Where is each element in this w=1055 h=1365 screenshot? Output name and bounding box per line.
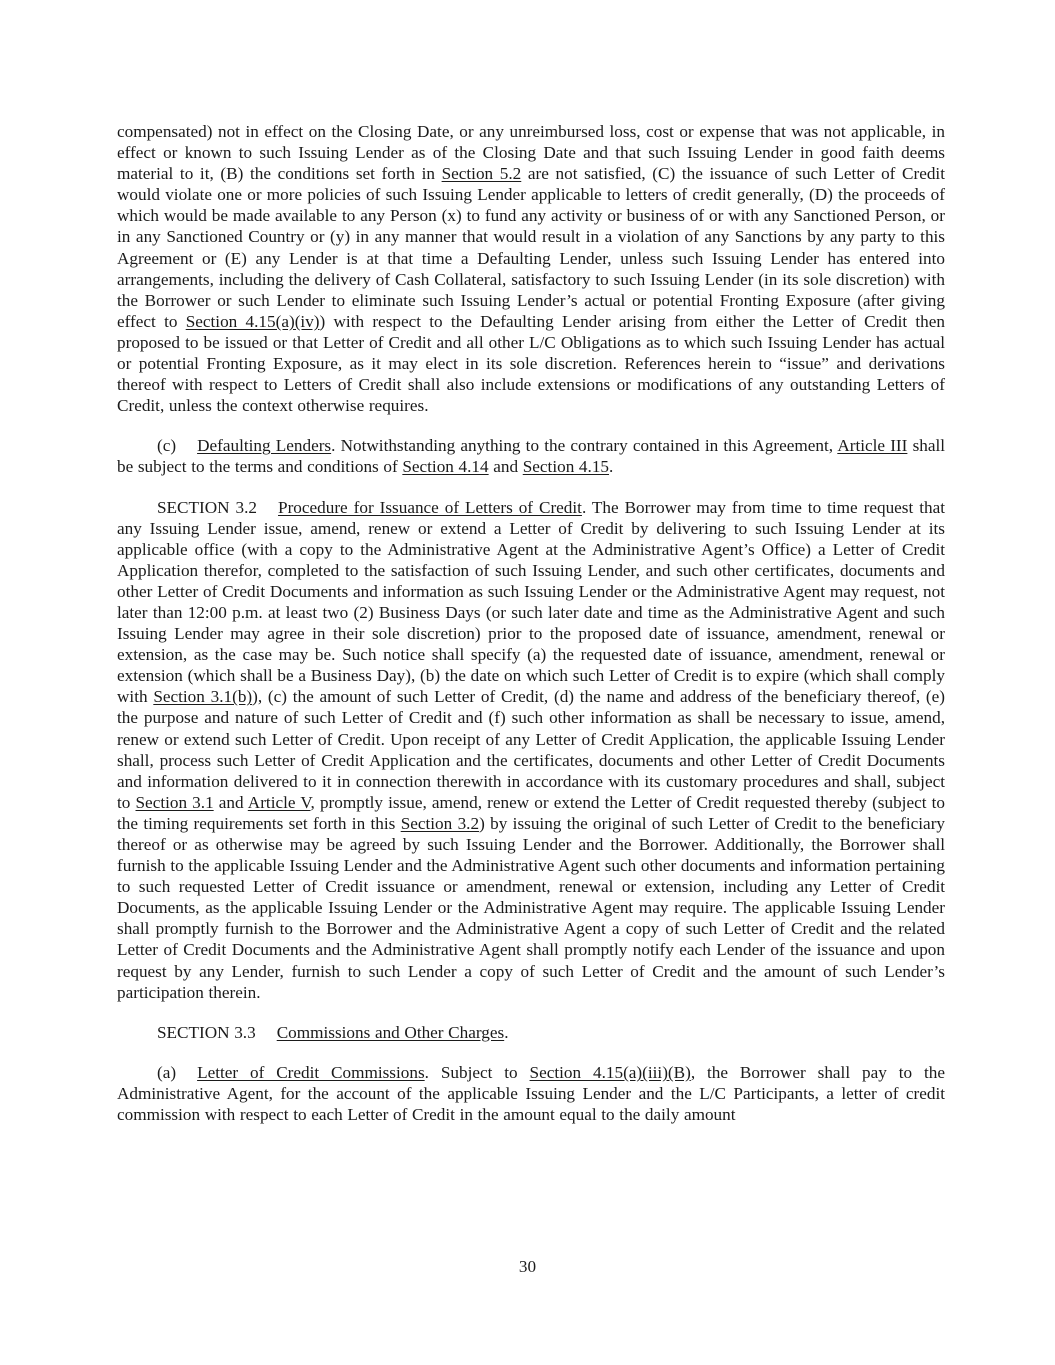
text-run: . The Borrower may from time to time request that any Issuing Lender issue, amend, renew or extend a Letter of Credit by delivering to such Issuing Lender at its applicable office (with a copy to the Administrative Agent at the Administrative Agent’s Office) a Letter of Credit Application therefor, completed to the satisfaction of such Issuing Lender, and such other certificates, documents and other Letter of Credit Documents and information as such Issuing Lender or the Administrative Agent may request, not later than 12:00 p.m. at least two (2) Business Days (or such later date and time as the Administrative Agent and such Issuing Lender may agree in their sole discretion) prior to the proposed date of issuance, amendment, renewal or extension, as the case may be. Such notice shall specify (a) the requested date of issuance, amendment, renewal or extension (which shall be a Business Day), (b) the date on which such Letter of Credit is to expire (which shall comply with [117, 497, 945, 707]
text-run: ) with respect to the Defaulting Lender arising from either the Letter of Credit then proposed to be issued or that Letter of Credit and all other L/C Obligations as to which such Issuing Lender has actual or potential Fronting Exposure, as it may elect in its sole discretion. References herein to “issue” and derivations thereof with respect to Letters of Credit shall also include extensions or modifications of any outstanding Letters of Credit, unless the context otherwise requires. [117, 311, 945, 416]
text-run: (a) [157, 1062, 177, 1082]
text-run: . Subject to [424, 1062, 530, 1082]
text-run: , promptly issue, amend, renew or extend the Letter of Credit requested thereby (subject to the timing requirements set forth in this [117, 792, 945, 833]
underlined-reference: Article III [837, 436, 908, 456]
underlined-reference: Procedure for Issuance of Letters of Credit [278, 497, 582, 517]
paragraph-continuation [117, 121, 945, 416]
text-run: . [504, 1022, 509, 1042]
text-run: SECTION 3.3 [157, 1022, 256, 1042]
text-run: compensated) not in effect on the Closing Date, or any unreimbursed loss, cost or expense that was not applicable, in effect or known to such Issuing Lender as of the Closing Date and that such Issuing Lender in good faith deems material to it, (B) the conditions set forth in [117, 122, 945, 184]
text-run: ), (c) the amount of such Letter of Credit, (d) the name and address of the beneficiary thereof, (e) the purpose and nature of such Letter of Credit and (f) such other information as shall be necessary to issue, amend, renew or extend such Letter of Credit. Upon receipt of any Letter of Credit Application, the applicable Issuing Lender shall, process such Letter of Credit Application and the certificates, documents and other Letter of Credit Documents and information delivered to it in connection therewith in accordance with its customary procedures and shall, subject to [117, 687, 945, 812]
underlined-reference: Section 4.15(a)(iii)(B) [529, 1062, 691, 1082]
underlined-reference: Commissions and Other Charges [276, 1022, 505, 1042]
paragraph-section-3-3 [117, 1022, 945, 1043]
underlined-reference: Section 3.1 [135, 792, 214, 812]
underlined-reference: Section 3.1(b) [153, 687, 253, 707]
paragraph-section-3-2 [117, 497, 945, 1003]
text-run: . Notwithstanding anything to the contrary contained in this Agreement, [331, 436, 838, 456]
underlined-reference: Defaulting Lenders [197, 436, 332, 456]
underlined-reference: Section 4.14 [402, 457, 489, 477]
underlined-reference: Section 4.15 [522, 457, 610, 477]
text-run: , the Borrower shall pay to the Administrative Agent, for the account of the applicable Issuing Lender and the L/C Participants, a letter of credit commission with respect to each Letter of Credit in the amount equal to the daily amount [117, 1062, 945, 1125]
underlined-reference: Section 5.2 [441, 164, 522, 184]
underlined-reference: Letter of Credit Commissions [197, 1062, 425, 1082]
text-run: and [213, 792, 248, 812]
text-run: shall be subject to the terms and conditions of [117, 436, 946, 477]
text-run: SECTION 3.2 [157, 497, 258, 517]
underlined-reference: Section 4.15(a)(iv) [185, 311, 320, 331]
text-run: ) by issuing the original of such Letter of Credit to the beneficiary thereof or as otherwise may be agreed by such Issuing Lender and the Borrower. Additionally, the Borrower shall furnish to the applicable Issuing Lender and the Administrative Agent such other documents and information pertaining to such requested Letter of Credit issuance or amendment, renewal or extension, including any Letter of Credit Documents, as the applicable Issuing Lender or the Administrative Agent may require. The applicable Issuing Lender shall promptly furnish to the Borrower and the Administrative Agent a copy of such Letter of Credit and the related Letter of Credit Documents and the Administrative Agent shall promptly notify each Lender of the issuance and upon request by any Lender, furnish to such Lender a copy of such Letter of Credit and the amount of such Lender’s participation therein. [117, 813, 946, 1002]
page-number: 30 [518, 1257, 537, 1276]
text-run: and [488, 457, 523, 477]
document-body [117, 121, 945, 1144]
text-run: are not satisfied, (C) the issuance of such Letter of Credit would violate one or more policies of such Issuing Lender applicable to letters of credit generally, (D) the proceeds of which would be made available to any Person (x) to fund any activity or business of or with any Sanctioned Person, or in any Sanctioned Country or (y) in any manner that would result in a violation of any Sanctions by any party to this Agreement or (E) any Lender is at that time a Defaulting Lender, unless such Issuing Lender has entered into arrangements, including the delivery of Cash Collateral, satisfactory to such Issuing Lender (in its sole discretion) with the Borrower or such Lender to eliminate such Issuing Lender’s actual or potential Fronting Exposure (after giving effect to [117, 164, 945, 331]
paragraph-a-letter-of-credit-commissions [117, 1062, 945, 1125]
text-run: . [609, 457, 614, 477]
underlined-reference: Section 3.2 [400, 813, 480, 833]
paragraph-c-defaulting-lenders [117, 435, 945, 477]
underlined-reference: Article V [247, 792, 311, 812]
text-run: (c) [157, 436, 177, 456]
